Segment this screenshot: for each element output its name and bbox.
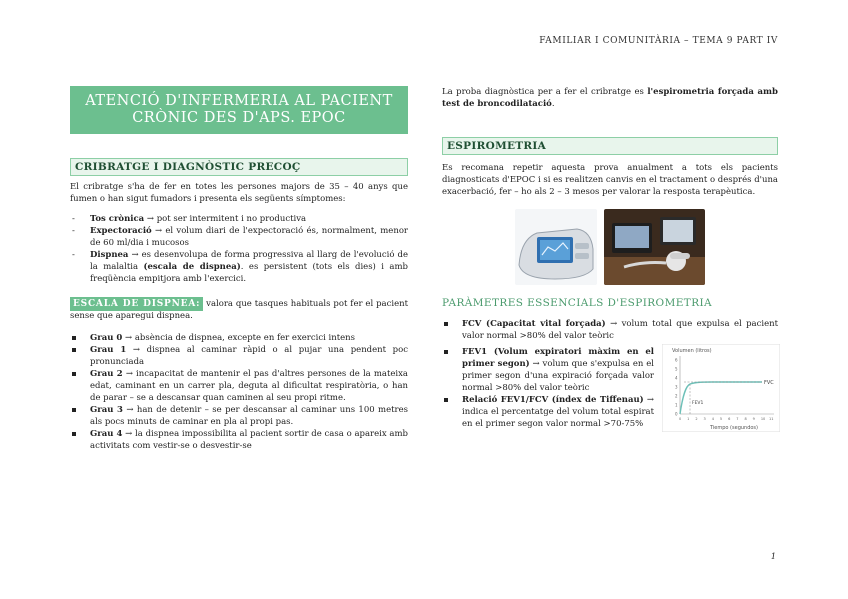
x-tick-label: 6 (728, 417, 731, 421)
arrow-icon: → (146, 214, 155, 224)
list-item: Grau 3 → han de detenir – se per descansar al caminar uns 100 metres als pocs minuts de caminar en pla al propi pas. (70, 404, 408, 428)
y-tick-label: 0 (675, 411, 678, 417)
page-number: 1 (770, 552, 776, 561)
spirometer-device-image (515, 209, 597, 285)
y-tick-label: 3 (675, 384, 678, 390)
x-tick-label: 0 (679, 417, 682, 421)
title-line-1: ATENCIÓ D'INFERMERIA AL PACIENT (85, 93, 393, 109)
title-line-2: CRÒNIC DES D'APS. EPOC (132, 110, 346, 126)
parametres-list (442, 318, 778, 342)
arrow-icon: → (131, 250, 139, 260)
x-tick-label: 5 (719, 417, 723, 421)
list-item: - Dispnea → es desenvolupa de forma progressiva al llarg de l'evolució de la malaltia (escala de dispnea). es persistent (tots els dies) i amb freqüència empitjora amb l'exercici. (72, 250, 408, 284)
parametres-heading: PARÀMETRES ESSENCIALS D'ESPIROMETRIA (442, 297, 713, 309)
x-tick-label: 4 (711, 417, 714, 421)
proba-paragraph: La proba diagnòstica per a fer el cribratge es l'espirometria forçada amb test de broncodilatació. (442, 87, 778, 109)
y-tick-label: 4 (675, 375, 678, 381)
y-tick-label: 2 (675, 393, 678, 399)
section-heading-espirometria: ESPIROMETRIA (442, 137, 778, 155)
arrow-icon: → (610, 319, 618, 329)
x-tick-label: 3 (703, 417, 706, 421)
y-tick-label: 6 (675, 357, 678, 363)
fev1-label: FEV1 (692, 401, 704, 406)
escala-paragraph: ESCALA DE DISPNEA: valora que tasques habituals pot fer el pacient sense que aparegui dispnea. (70, 299, 408, 321)
arrow-icon: → (125, 333, 133, 343)
y-tick-label: 1 (675, 402, 678, 408)
list-item: - Tos crònica → pot ser intermitent i no productiva (72, 214, 307, 224)
x-tick-label: 9 (752, 417, 755, 421)
cribratge-intro: El cribratge s'ha de fer en totes les persones majors de 35 – 40 anys que fumen o han sigut fumadors i presenta els següents símptomes: (70, 182, 408, 204)
fvc-label: FVC (764, 380, 774, 386)
parametres-list-wrap (442, 318, 778, 342)
x-tick-label: 2 (695, 417, 698, 421)
symptoms-list (70, 213, 408, 285)
arrow-icon: → (125, 429, 133, 439)
x-tick-label: 7 (736, 417, 739, 421)
x-tick-label: 10 (760, 417, 766, 421)
arrow-icon: → (155, 226, 163, 236)
page-title (70, 86, 408, 134)
running-header: FAMILIAR I COMUNITÀRIA – TEMA 9 PART IV (539, 36, 778, 46)
list-item: FCV (Capacitat vital forçada) → volum total que expulsa el pacient valor normal >80% del valor teòric (442, 318, 778, 342)
list-item: Grau 1 → dispnea al caminar ràpid o al pujar una pendent poc pronunciada (70, 344, 408, 368)
left-column (70, 86, 408, 452)
arrow-icon: → (126, 405, 134, 415)
list-item: Grau 0 → absència de dispnea, excepte en fer exercici intens (70, 332, 408, 344)
arrow-icon: → (532, 359, 540, 369)
arrow-icon: → (125, 369, 133, 379)
x-tick-label: 1 (687, 417, 690, 421)
section-heading-cribratge: CRIBRATGE I DIAGNÒSTIC PRECOÇ (70, 158, 408, 176)
parametres-list-wrap-2 (442, 346, 654, 430)
grades-list (70, 332, 408, 452)
volume-time-chart (662, 344, 780, 432)
arrow-icon: → (646, 395, 654, 405)
spirometry-test-image (604, 209, 705, 285)
parametres-list-2 (442, 346, 654, 430)
arrow-icon: → (132, 345, 141, 355)
espirometria-text: Es recomana repetir aquesta prova anualment a tots els pacients diagnosticats d'EPOC i si es realitzen canvis en el tractament o després d'una exacerbació, fer – ho als 2 – 3 mesos per valorar la resposta terapèutica. (442, 163, 778, 197)
list-item: FEV1 (Volum expiratori màxim en el primer segon) → volum que s'expulsa en el primer segon d'una expiració forçada valor normal >80% del valor teòric (442, 346, 654, 394)
list-item: - Expectoració → el volum diari de l'expectoració és, normalment, menor de 60 ml/dia i mucosos (72, 226, 408, 248)
list-item: Grau 4 → la dispnea impossibilita al pacient sortir de casa o apareix amb activitats com vestir-se o desvestir-se (70, 428, 408, 452)
x-tick-label: 11 (769, 417, 774, 421)
escala-label: ESCALA DE DISPNEA: (70, 297, 203, 311)
right-column (442, 86, 778, 198)
x-tick-label: 8 (744, 417, 747, 421)
chart-ylabel: Volumen (litros) (672, 348, 712, 354)
list-item: Relació FEV1/FCV (índex de Tiffenau) → indica el percentatge del volum total espirat en el primer segon valor normal >70-75% (442, 394, 654, 430)
chart-xlabel: Tiempo (segundos) (710, 425, 758, 431)
y-tick-label: 5 (675, 366, 678, 372)
list-item: Grau 2 → incapacitat de mantenir el pas d'altres persones de la mateixa edat, caminant en un carrer pla, deguta al dificultat respiratòria, o han de parar – se a descansar quan caminen al seu propi ritme. (70, 368, 408, 404)
